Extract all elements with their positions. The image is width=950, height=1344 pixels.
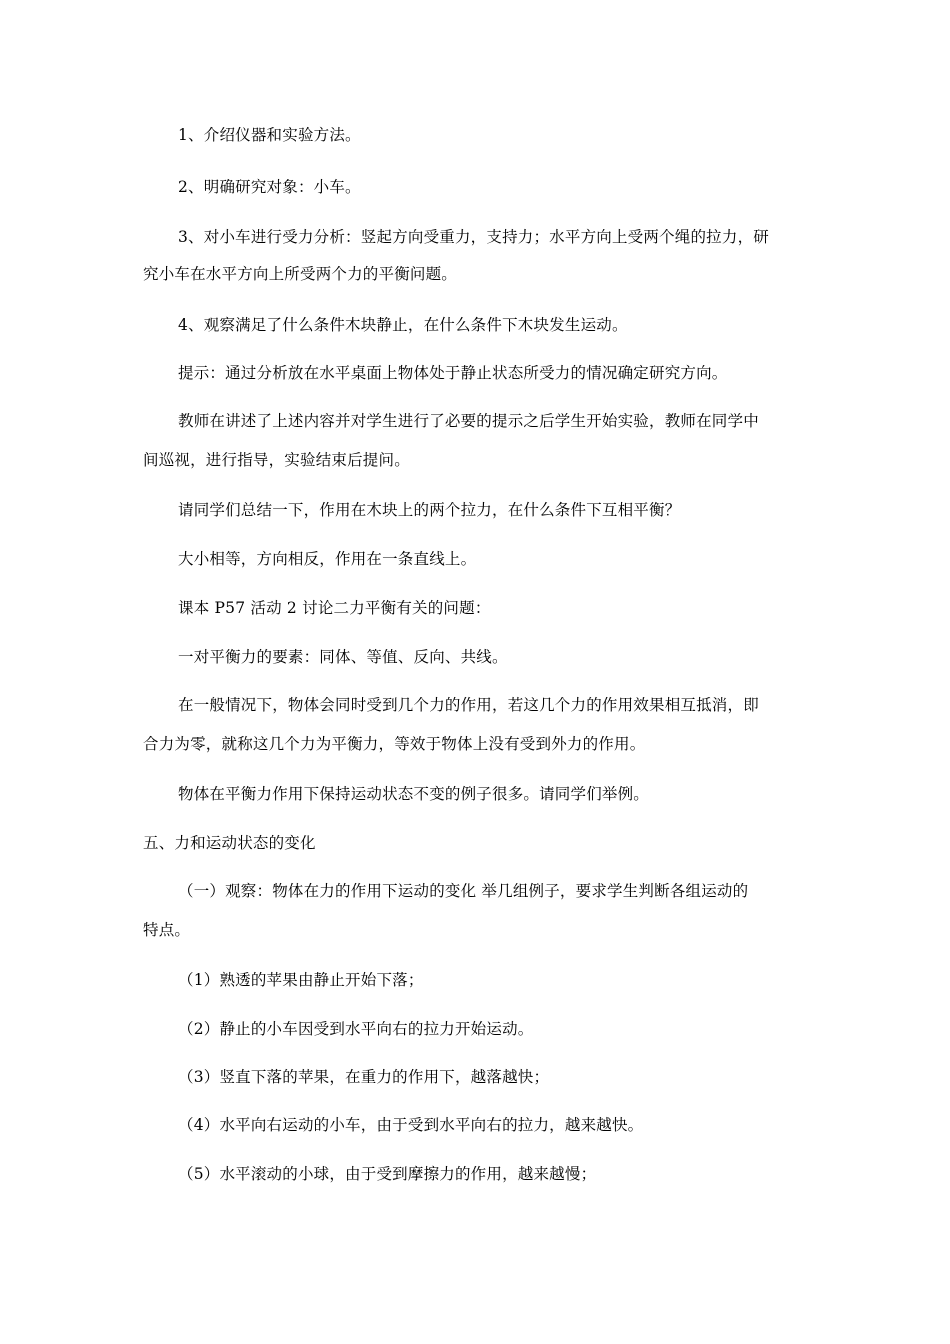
- balance-paragraph-line-2: 合力为零，就称这几个力为平衡力，等效于物体上没有受到外力的作用。: [143, 735, 646, 753]
- example-item-3: （3）竖直下落的苹果，在重力的作用下，越落越快；: [178, 1068, 550, 1086]
- hint-line: 提示：通过分析放在水平桌面上物体处于静止状态所受力的情况确定研究方向。: [178, 364, 728, 382]
- balance-force-elements-line: 一对平衡力的要素：同体、等值、反向、共线。: [178, 648, 508, 666]
- answer-line: 大小相等，方向相反，作用在一条直线上。: [178, 550, 477, 568]
- example-item-5: （5）水平滚动的小球，由于受到摩擦力的作用，越来越慢；: [178, 1165, 597, 1183]
- example-item-4: （4）水平向右运动的小车，由于受到水平向右的拉力，越来越快。: [178, 1116, 644, 1134]
- teacher-paragraph-line-1: 教师在讲述了上述内容并对学生进行了必要的提示之后学生开始实验，教师在同学中: [178, 412, 759, 430]
- step-3-continuation: 究小车在水平方向上所受两个力的平衡问题。: [143, 265, 458, 283]
- step-3-line: 3、对小车进行受力分析：竖起方向受重力，支持力；水平方向上受两个绳的拉力，研: [178, 228, 769, 246]
- example-item-1: （1）熟透的苹果由静止开始下落；: [178, 971, 424, 989]
- examples-line: 物体在平衡力作用下保持运动状态不变的例子很多。请同学们举例。: [178, 785, 650, 803]
- step-1-line: 1、介绍仪器和实验方法。: [178, 126, 361, 144]
- balance-paragraph-line-1: 在一般情况下，物体会同时受到几个力的作用，若这几个力的作用效果相互抵消，即: [178, 696, 759, 714]
- teacher-paragraph-line-2: 间巡视，进行指导，实验结束后提问。: [143, 451, 410, 469]
- example-item-2: （2）静止的小车因受到水平向右的拉力开始运动。: [178, 1020, 534, 1038]
- step-2-line: 2、明确研究对象：小车。: [178, 178, 361, 196]
- step-4-line: 4、观察满足了什么条件木块静止，在什么条件下木块发生运动。: [178, 316, 628, 334]
- question-line: 请同学们总结一下，作用在木块上的两个拉力，在什么条件下互相平衡？: [178, 501, 681, 519]
- section-heading-five: 五、力和运动状态的变化: [143, 834, 316, 852]
- textbook-activity-line: 课本 P57 活动 2 讨论二力平衡有关的问题：: [178, 599, 491, 617]
- observation-line-2: 特点。: [143, 921, 191, 939]
- observation-line-1: （一）观察：物体在力的作用下运动的变化 举几组例子，要求学生判断各组运动的: [178, 882, 749, 900]
